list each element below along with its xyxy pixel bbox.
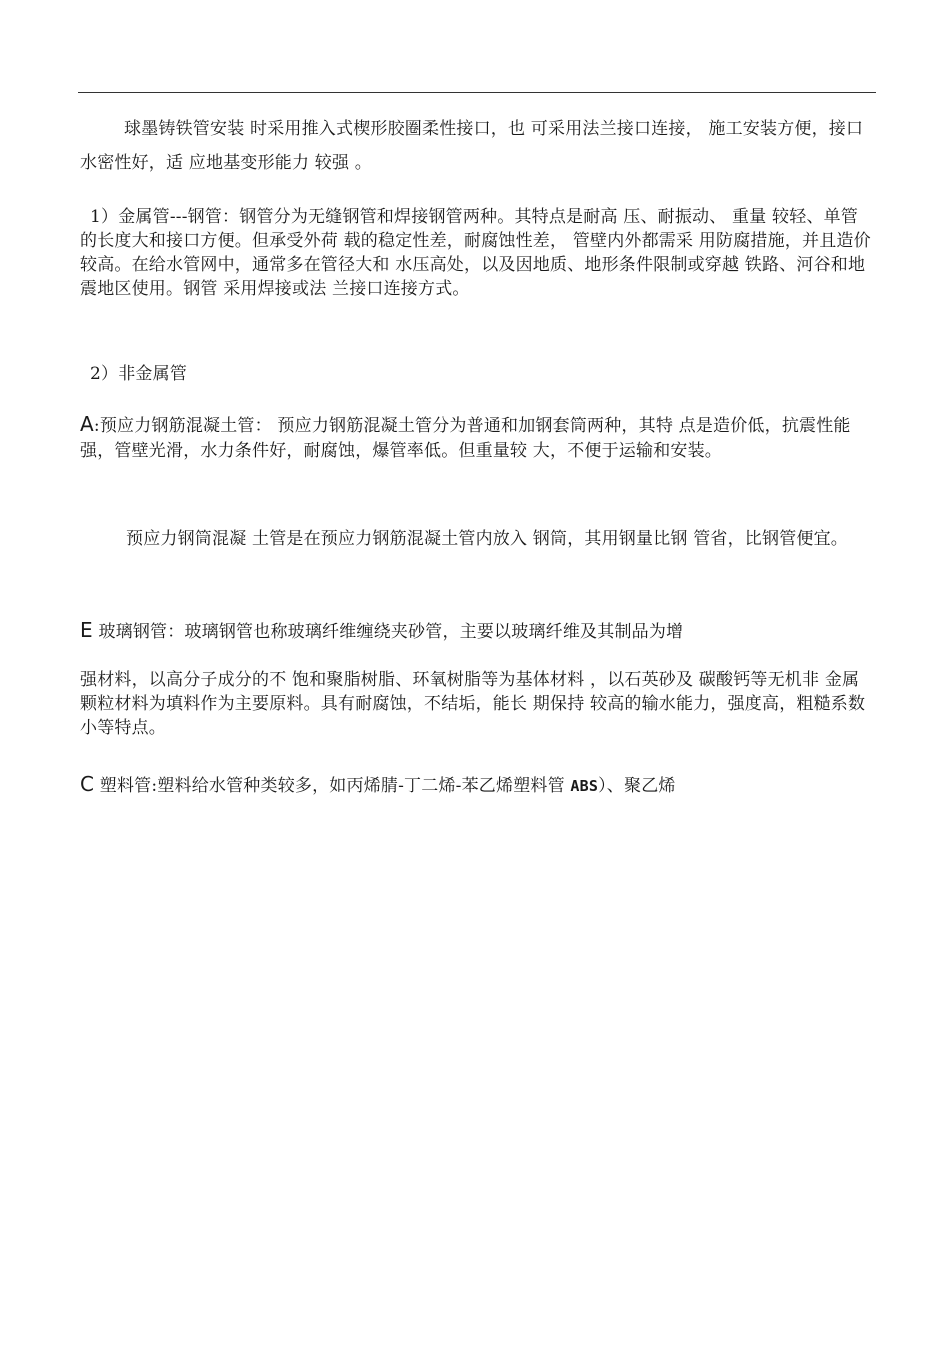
item-letter-c: C: [80, 772, 95, 796]
item-letter-e: E: [80, 618, 93, 642]
paragraph-plastic-pipe: [80, 772, 872, 798]
item-letter-a: A: [80, 412, 94, 436]
paragraph-metal-pipe-steel: 1）金属管---钢管：钢管分为无缝钢管和焊接钢管两种。其特点是耐高 压、耐振动、 重量 较轻、单管的长度大和接口方便。但承受外荷 载的稳定性差，耐腐蚀性差， 管壁内外都需采 用防腐措施，并且造价 较高。在给水管网中，通常多在管径大和 水压高处，以及因地质、地形条件限制或穿越 铁路、河谷和地震地区使用。钢管 采用焊接或法 兰接口连接方式。: [80, 207, 871, 299]
paragraph-ductile-iron-pipe: 球墨铸铁管安装 时采用推入式楔形胶圈柔性接口，也 可采用法兰接口连接， 施工安装方便，接口水密性好，适 应地基变形能力 较强 。: [80, 119, 864, 173]
paragraph-fiberglass-pipe: [80, 618, 872, 644]
paragraph-prestressed-concrete-pipe: [80, 412, 872, 464]
paragraph-text-end: ）、聚乙烯: [598, 776, 676, 796]
paragraph-fiberglass-pipe-continued: 强材料，以高分子成分的不 饱和聚脂树脂、环氧树脂等为基体材料 ，以石英砂及 碳酸钙等无机非 金属颗粒材料为填料作为主要原料。具有耐腐蚀，不结垢，能长 期保持 较高的输水能力，强度高，粗糙系数小等特点。: [80, 670, 866, 738]
paragraph-nonmetal-pipe-heading: 2）非金属管: [90, 364, 188, 384]
header-rule: [78, 92, 876, 93]
paragraph-prestressed-steel-cylinder-pipe: 预应力钢筒混凝 土管是在预应力钢筋混凝土管内放入 钢筒，其用钢量比钢 管省，比钢管便宜。: [126, 529, 849, 549]
paragraph-text: 塑料管:塑料给水管种类较多，如丙烯腈-丁二烯-苯乙烯塑料管: [94, 776, 571, 796]
paragraph-text: :预应力钢筋混凝土管： 预应力钢筋混凝土管分为普通和加钢套筒两种，其特 点是造价低，抗震性能 强，管壁光滑，水力条件好，耐腐蚀，爆管率低。但重量较 大，不便于运输和安装。: [80, 416, 851, 461]
paragraph-text: 玻璃钢管：玻璃钢管也称玻璃纤维缠绕夹砂管，主要以玻璃纤维及其制品为增: [92, 622, 684, 642]
abs-abbreviation: ABS: [570, 777, 599, 795]
